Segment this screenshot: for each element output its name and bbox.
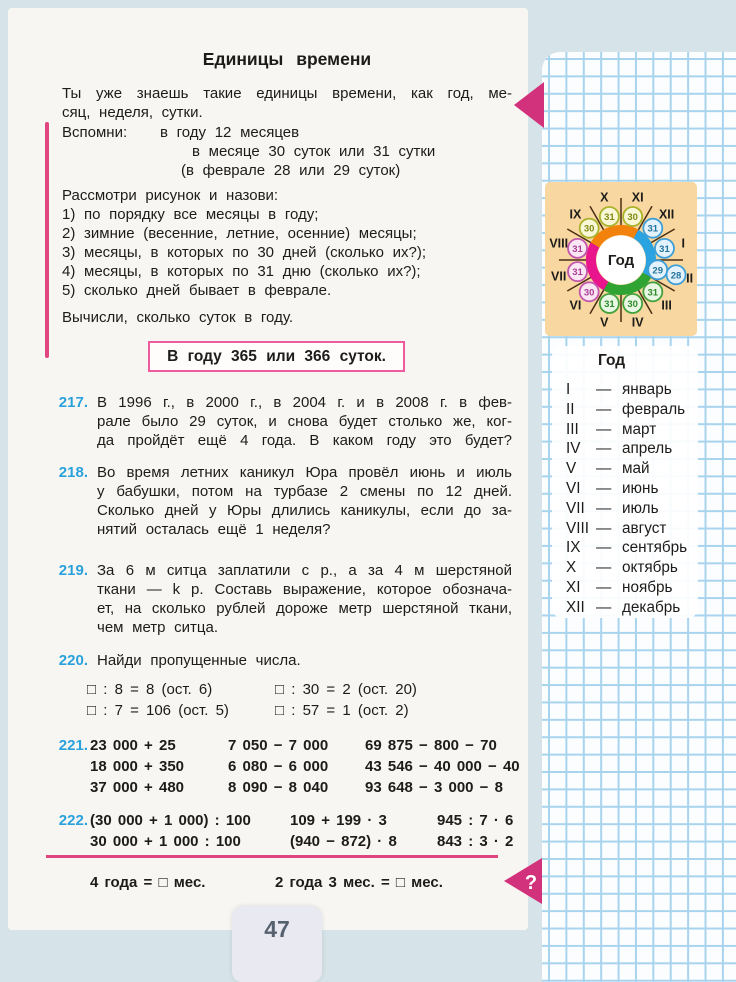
month-roman-label: X [600,190,609,205]
text-problems-p218-number: 218. [58,464,88,481]
day-count-label: 31 [572,267,583,279]
month-name: январь [622,381,672,398]
day-count-label: 31 [647,223,659,235]
page-number: 47 [264,916,290,942]
text-intro-compute_line: Вычисли, сколько суток в году. [62,309,293,326]
text-problems-p222-rows-1-0: 30 000 + 1 000 : 100 [90,833,241,850]
month-roman: III [566,420,579,438]
rule-box: В году 365 или 366 суток. [148,341,405,372]
text-problems-p221-rows-0-2: 69 875 − 800 − 70 [365,737,497,754]
day-count-label: 30 [583,287,595,299]
dash-icon: — [596,499,612,517]
dash-icon: — [596,400,612,418]
text-problems-p221-rows-1-1: 6 080 − 6 000 [228,758,329,775]
day-count-label: 31 [659,243,670,255]
month-name: ноябрь [622,579,673,596]
day-count-label: 31 [647,287,659,299]
question-arrow-icon [504,858,542,904]
text-problems-p217-lines-2: да пройдёт ещё 4 года. В каком году это будет? [97,432,512,449]
year-months-diagram [545,182,697,336]
text-intro-numbered_items-3: 4) месяцы, в которых по 31 дню (сколько их?); [62,263,421,280]
text-problems-p218-lines-0: Во время летних каникул Юра провёл июнь и июль [97,464,512,481]
month-roman: X [566,559,577,577]
text-header-title: Единицы времени [202,49,372,69]
month-name: октябрь [622,559,678,577]
accent-horizontal-rule [46,855,498,858]
month-name: декабрь [622,598,681,616]
month-roman: I [566,381,571,398]
month-list-row [566,459,650,478]
day-count-label: 31 [604,212,615,224]
text-problems-p217-lines-1: рале было 29 суток, и снова будет столько же, ког- [97,413,512,430]
dash-icon: — [596,579,612,596]
month-roman: VII [566,499,585,517]
month-list-header: Год [598,352,626,369]
text-problems-p221-rows-2-1: 8 090 − 8 040 [228,779,329,796]
text-problems-p220-title: Найди пропущенные числа. [97,652,301,669]
page-number-tab [232,906,322,982]
diagram-center-label: Год [607,252,635,269]
text-problems-p222-rows-1-2: 843 : 3 · 2 [437,833,514,850]
dash-icon: — [596,440,612,458]
dash-icon: — [596,559,612,577]
dash-icon: — [596,460,612,478]
day-count-label: 28 [670,270,682,282]
text-footer-eq2: 2 года 3 мес. = □ мес. [275,874,443,891]
callout-arrow-top-icon [514,82,544,128]
arrow-left-icon [514,82,544,128]
text-problems-p219-lines-1: ткани — k р. Составь выражение, которое обознача- [97,581,512,598]
accent-vertical-rule [45,122,49,358]
text-footer-eq1: 4 года = □ мес. [90,874,206,891]
month-roman-label: XI [631,190,644,205]
month-roman-label: IX [569,207,582,222]
text-intro-numbered_items-1: 2) зимние (весенние, летние, осенние) месяцы; [62,225,417,242]
year-diagram-card [545,182,697,336]
text-intro-para_lines-1: сяц, неделя, сутки. [62,104,203,121]
text-problems-p217-lines-0: В 1996 г., в 2000 г., в 2004 г. и в 2008 г. в фев- [97,394,512,411]
text-problems-p218-lines-2: Сколько дней у Юры длились каникулы, если до за- [97,502,512,519]
month-list-row [566,439,672,458]
month-roman: XII [566,598,585,616]
text-problems-p221-rows-0-0: 23 000 + 25 [90,737,176,754]
text-problems-p222-rows-0-1: 109 + 199 · 3 [290,812,387,829]
text-problems-p219-lines-3: чем метр ситца. [97,619,219,636]
dash-icon: — [596,420,612,438]
month-list-row [566,558,678,577]
text-intro-remember_items-0: в году 12 месяцев [160,124,300,141]
text-problems-p221-rows-1-0: 18 000 + 350 [90,758,185,775]
month-roman-label: III [661,298,672,313]
text-problems-p220-equations-3: □ : 57 = 1 (ост. 2) [275,702,409,719]
text-problems-p220-equations-2: □ : 7 = 106 (ост. 5) [87,702,229,719]
month-roman: IV [566,440,581,458]
text-problems-p221-rows-2-2: 93 648 − 3 000 − 8 [365,779,503,796]
text-intro-remember_items-2: (в феврале 28 или 29 суток) [181,162,401,179]
month-roman-label: VI [569,298,582,313]
month-roman-label: VIII [549,236,569,251]
day-count-label: 29 [652,265,663,277]
month-name: февраль [622,400,686,418]
text-problems-p221-rows-0-1: 7 050 − 7 000 [228,737,329,754]
month-list-row [566,598,680,617]
text-intro-numbered_items-0: 1) по порядку все месяцы в году; [62,206,319,223]
day-count-label: 30 [583,223,595,235]
month-list-row [566,479,658,498]
text-intro-look_line: Рассмотри рисунок и назови: [62,187,279,204]
month-list-row [566,538,687,557]
text-problems-p222-rows-0-2: 945 : 7 · 6 [437,812,514,829]
month-roman: II [566,400,575,418]
text-problems-p222-rows-0-0: (30 000 + 1 000) : 100 [90,812,251,829]
month-list-row [566,499,659,518]
month-roman: VIII [566,519,589,537]
text-problems-p222-number: 222. [58,812,88,829]
text-problems-p220-number: 220. [58,652,88,669]
text-intro-numbered_items-2: 3) месяцы, в которых по 30 дней (сколько их?); [62,244,427,261]
dash-icon: — [596,519,612,537]
dash-icon: — [596,480,612,497]
text-problems-p220-equations-0: □ : 8 = 8 (ост. 6) [87,681,213,698]
month-name: сентябрь [622,539,688,557]
text-problems-p218-lines-1: у бабушки, потом на турбазе 2 смены по 12 дней. [97,483,512,500]
text-problems-p221-number: 221. [58,737,88,754]
month-roman-label: VII [551,269,567,284]
text-problems-p219-number: 219. [58,562,88,579]
month-list-row [566,400,685,419]
month-roman-label: IV [631,315,644,330]
text-problems-p220-equations-1: □ : 30 = 2 (ост. 20) [275,681,417,698]
month-name: апрель [622,440,673,458]
day-count-label: 30 [627,298,638,310]
month-roman: XI [566,579,581,596]
month-roman-label: II [686,271,694,286]
month-list-row [566,420,656,439]
text-problems-p222-rows-1-1: (940 − 872) · 8 [290,833,397,850]
text-intro-remember_label: Вспомни: [62,124,128,141]
month-name: март [622,420,657,438]
question-mark-label: ? [524,872,538,894]
dash-icon: — [596,539,612,557]
day-count-label: 30 [627,212,638,224]
text-problems-p218-lines-3: нятий осталась ещё 1 неделя? [97,521,331,538]
text-intro-para_lines-0: Ты уже знаешь такие единицы времени, как год, ме- [62,85,512,102]
text-problems-p219-lines-0: За 6 м ситца заплатили с р., а за 4 м шерстяной [97,562,512,579]
month-roman: IX [566,539,581,557]
month-list-row [566,578,672,597]
month-name: май [622,460,650,478]
month-roman-label: V [600,315,609,330]
month-roman: VI [566,480,581,497]
dash-icon: — [596,598,612,616]
month-list-row [566,380,672,399]
day-count-label: 31 [572,243,583,255]
month-roman-label: I [681,236,686,251]
text-problems-p217-number: 217. [58,394,88,411]
month-name: август [622,519,667,537]
text-problems-p221-rows-2-0: 37 000 + 480 [90,779,185,796]
dash-icon: — [596,381,612,398]
month-roman: V [566,460,577,478]
day-count-label: 31 [604,298,615,310]
text-intro-numbered_items-4: 5) сколько дней бывает в феврале. [62,282,332,299]
month-name: июль [622,499,659,517]
month-list-row [566,519,666,538]
text-problems-p221-rows-1-2: 43 546 − 40 000 − 40 [365,758,520,775]
text-intro-remember_items-1: в месяце 30 суток или 31 сутки [192,143,436,160]
text-problems-p219-lines-2: ет, на сколько рублей дороже метр шерстяной ткани, [97,600,512,617]
month-name: июнь [622,480,659,497]
month-roman-label: XII [658,207,675,222]
